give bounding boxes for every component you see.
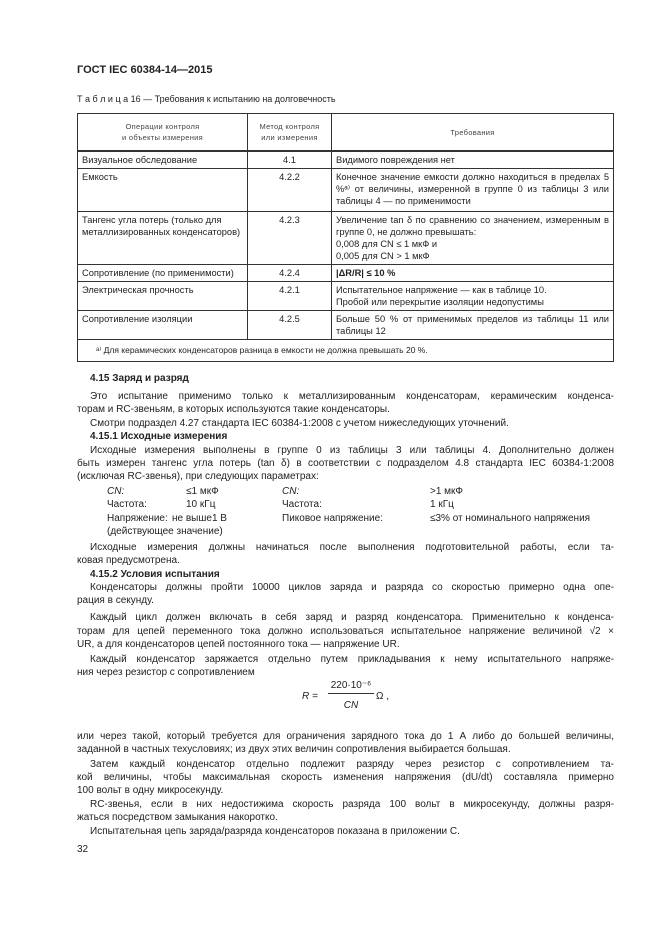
- heading-4-15-1: 4.15.1 Исходные измерения: [90, 431, 228, 442]
- param-label: Напряжение:: [107, 513, 168, 524]
- paragraph-line: RC-звенья, если в них недостижима скорость разряда 100 вольт в микросекунду, должны разря-: [90, 799, 614, 810]
- param-note: (действующее значение): [107, 526, 223, 537]
- column-header: Требования: [332, 114, 614, 152]
- requirement-text: 0,005 для CN > 1 мкФ: [336, 251, 430, 261]
- param-value: не выше1 В: [172, 513, 227, 524]
- formula-lhs: R =: [302, 691, 318, 702]
- table-footnote: ᵃ⁾ Для керамических конденсаторов разница в емкости не должна превышать 20 %.: [78, 340, 614, 362]
- heading-4-15-2: 4.15.2 Условия испытания: [90, 569, 220, 580]
- cell-operation: Емкость: [78, 169, 248, 212]
- heading-4-15: 4.15 Заряд и разряд: [90, 373, 189, 384]
- page-number: 32: [77, 844, 89, 855]
- paragraph-line: кой величины, чтобы максимальная скорость изменения напряжения (dU/dt) составляла примерно: [77, 772, 614, 783]
- cell-method: 4.2.4: [248, 265, 332, 282]
- requirement-text: 0,008 для CN ≤ 1 мкФ и: [336, 239, 438, 249]
- cell-requirement: Больше 50 % от применимых пределов из таблицы 11 или таблицы 12: [332, 311, 614, 340]
- table-caption: Т а б л и ц а 16 — Требования к испытанию на долговечность: [77, 94, 336, 104]
- param-value: 10 кГц: [186, 499, 216, 510]
- cell-requirement: Конечное значение емкости должно находиться в пределах 5 %ᵃ⁾ от величины, измеренной в группе 0 из таблицы 3 или таблицы 4 — по применимости: [332, 169, 614, 212]
- requirement-text: Увеличение tan δ по сравнению со значением, измеренным в группе 0, не должно превышать:: [336, 215, 609, 237]
- paragraph-line: Испытательная цепь заряда/разряда конденсаторов показана в приложении С.: [90, 826, 460, 837]
- paragraph-line: Каждый конденсатор заряжается отдельно путем прикладывания к нему испытательного напряже-: [90, 654, 614, 665]
- requirement-text: Испытательное напряжение — как в таблице 10.: [336, 285, 547, 295]
- formula-unit: Ω ,: [376, 691, 390, 702]
- requirements-table: [77, 113, 614, 362]
- paragraph-line: торам для цепей переменного тока должно использоваться испытательное напряжение величиной √2 ×: [77, 626, 614, 637]
- param-label: Частота:: [107, 499, 147, 510]
- paragraph-line: ковая предусмотрена.: [77, 555, 180, 566]
- paragraph-line: 100 вольт в одну микросекунду.: [77, 785, 224, 796]
- column-header: Операции контроля и объекты измерения: [78, 114, 248, 152]
- cell-method: 4.2.1: [248, 282, 332, 311]
- table-row: [78, 282, 614, 311]
- table-row: [78, 151, 614, 169]
- paragraph-line: торам и RC-звеньям, в которых используются такие конденсаторы.: [77, 404, 390, 415]
- requirement-text: Пробой или перекрытие изоляции недопустимы: [336, 297, 544, 307]
- cell-requirement: [332, 212, 614, 265]
- paragraph-line: быть измерен тангенс угла потерь (tan δ) в соответствии с подразделом 4.8 стандарта IEC 60384-1:2008: [77, 458, 614, 469]
- paragraph-line: Это испытание применимо только к металлизированным конденсаторам, керамическим конденса-: [90, 391, 614, 402]
- cell-method: 4.2.2: [248, 169, 332, 212]
- paragraph-line: жаться посредством замыкания накоротко.: [77, 812, 278, 823]
- param-value: ≤1 мкФ: [186, 486, 219, 497]
- param-label: Пиковое напряжение:: [282, 513, 383, 524]
- param-value: 1 кГц: [430, 499, 454, 510]
- param-label: CN:: [107, 486, 125, 497]
- table-row: [78, 212, 614, 265]
- cell-operation: Визуальное обследование: [78, 151, 248, 169]
- param-label: CN:: [282, 486, 300, 497]
- param-label: Частота:: [282, 499, 322, 510]
- paragraph-line: (исключая RC-звенья), при следующих параметрах:: [77, 471, 319, 482]
- table-row: [78, 311, 614, 340]
- cell-method: 4.1: [248, 151, 332, 169]
- formula-denominator: CN: [343, 700, 359, 711]
- paragraph-line: Затем каждый конденсатор отдельно подлежит разряду через резистор с сопротивлением та-: [90, 759, 614, 770]
- paragraph-line: UR, а для конденсаторов цепей постоянного тока — напряжение UR.: [77, 639, 400, 650]
- cell-requirement: |ΔR/R| ≤ 10 %: [332, 265, 614, 282]
- cell-method: 4.2.3: [248, 212, 332, 265]
- paragraph-line: Конденсаторы должны пройти 10000 циклов заряда и разряда со скоростью примерно одна опе-: [90, 582, 614, 593]
- cell-operation: Сопротивление (по применимости): [78, 265, 248, 282]
- table-footnote-row: [78, 340, 614, 362]
- cell-operation: Сопротивление изоляции: [78, 311, 248, 340]
- paragraph-line: Каждый цикл должен включать в себя заряд и разряд конденсатора. Применительно к конденса-: [90, 612, 614, 623]
- document-header: ГОСТ IEC 60384-14—2015: [77, 64, 213, 76]
- paragraph-line: Исходные измерения выполнены в группе 0 из таблицы 3 или таблицы 4. Дополнительно должен: [90, 445, 614, 456]
- formula-numerator: 220·10⁻⁶: [328, 680, 374, 694]
- paragraph-line: или через такой, который требуется для ограничения зарядного тока до 1 А либо до большей величины,: [77, 731, 614, 742]
- paragraph-line: заданной в частных техусловиях; из двух этих величин сопротивления выбирается большая.: [77, 744, 511, 755]
- table-row: [78, 265, 614, 282]
- column-header: Метод контроля или измерения: [248, 114, 332, 152]
- paragraph-line: ния через резистор с сопротивлением: [77, 667, 255, 678]
- param-value: ≤3% от номинального напряжения: [430, 513, 591, 524]
- table-row: [78, 169, 614, 212]
- cell-operation: Тангенс угла потерь (только для металлизированных конденсаторов): [78, 212, 248, 265]
- paragraph-line: Исходные измерения должны начинаться после выполнения подготовительной работы, если та-: [90, 542, 614, 553]
- param-value: >1 мкФ: [430, 486, 464, 497]
- paragraph-line: Смотри подраздел 4.27 стандарта IEC 60384-1:2008 с учетом нижеследующих уточнений.: [90, 418, 509, 429]
- paragraph-line: рация в секунду.: [77, 595, 154, 606]
- cell-requirement: Видимого повреждения нет: [332, 151, 614, 169]
- cell-operation: Электрическая прочность: [78, 282, 248, 311]
- cell-requirement: [332, 282, 614, 311]
- cell-method: 4.2.5: [248, 311, 332, 340]
- table-header-row: [78, 114, 614, 152]
